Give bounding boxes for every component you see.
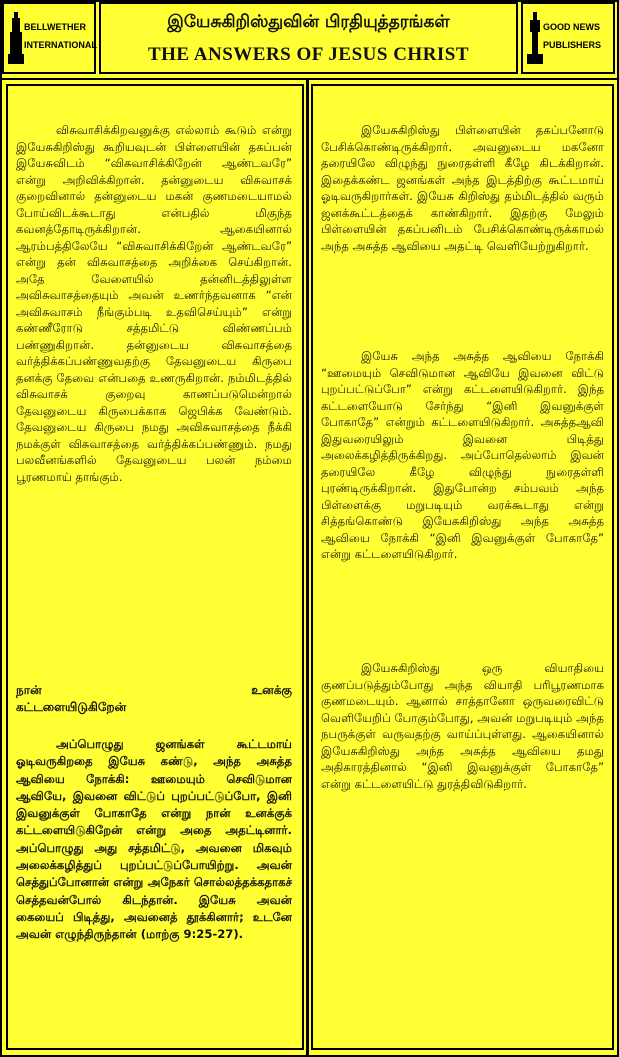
section-heading (16, 682, 292, 716)
lamp-figure-icon (527, 10, 543, 70)
bellwether-logo (2, 2, 96, 74)
heading-word-2: உனக்கு (251, 683, 292, 697)
left-paragraph-1: விசுவாசிக்கிறவனுக்கு எல்லாம் கூடும் என்று இயேசுகிறிஸ்து கூறியவுடன் பிள்ளையின் தகப்பன் இயேசுவிடம் “விசுவாசிக்கிறேன் ஆண்டவரே” என்று அறிவிக்கிறான். தன்னுடைய விசுவாசக் குறைவினால் தன்னுடைய மகன் குணமடையாமல் போய்விடக்கூடாது என்பதில் மிகுந்த கவனத்தோடிருக்கிறான். ஆகையினால் ஆரம்பத்திலேயே “விசுவாசிக்கிறேன் ஆண்டவரே” என்று தன் விசுவாசத்தை அறிக்கை செய்கிறான். அதே வேளையில் தன்னிடத்திலுள்ள அவிசுவாசத்தையும் அவன் உணர்ந்தவனாக “என் அவிசுவாசம் நீங்கும்படி உதவிசெய்யும்” என்று கண்ணீரோடு சத்தமிட்டு விண்ணப்பம் பண்ணுகிறான். தன்னுடைய விசுவாசத்தை வர்த்திக்கப்பண்ணுவதற்கு தேவனுடைய கிருபை தனக்கு தேவை என்பதை உணருகிறான். நம்மிடத்தில் விசுவாசக் குறைவு காணப்படுமென்றால் தேவனுடைய கிருபைக்காக ஜெபிக்க வேண்டும். தேவனுடைய கிருபை நமது அவிசுவாசத்தை நீக்கி நமக்குள் விசுவாசத்தை வர்த்திக்கப்பண்ணும். நமது பலவீனங்களில் தேவனுடைய பலன் நம்மை பூரணமாய் தாங்கும். (16, 123, 292, 484)
left-logo-line2: INTERNATIONAL (24, 40, 97, 50)
heading-word-3: கட்டளையிடுகிறேன் (16, 700, 127, 714)
good-news-logo (521, 2, 615, 74)
left-logo-line1: BELLWETHER (24, 22, 86, 32)
heading-word-1: நான் (16, 683, 42, 697)
right-logo-line2: PUBLISHERS (543, 40, 602, 50)
right-column (311, 84, 614, 1050)
right-paragraph-2: இயேசு அந்த அசுத்த ஆவியை நோக்கி “ஊமையும் செவிடுமான ஆவியே இவனை விட்டு புறப்பட்டுப்போ” என்று கட்டளையிடுகிறார். இந்த கட்டளையோடு சேர்ந்து “இனி இவனுக்குள் போகாதே” என்றும் கட்டளையிடுகிறார். அசுத்தஆவி இதுவரையிலும் இவனை பிடித்து அலைக்கழித்திருக்கிறது. அப்போதெல்லாம் இவன் தரையிலே கீழே விழுந்து நுரைதள்ளி புரண்டிருக்கிறான். இதுபோன்ற சம்பவம் அந்த பிள்ளைக்கு மறுபடியும் வரக்கூடாது என்று சித்தங்கொண்டு இயேசுகிறிஸ்து அந்த அசுத்த ஆவியை நோக்கி “இனி இவனுக்குள் போகாதே” என்று கட்டளையிடுகிறார். (321, 349, 604, 561)
title-box (99, 2, 518, 74)
right-logo-line1: GOOD NEWS (543, 22, 601, 32)
scripture-paragraph: அப்பொழுது ஜனங்கள் கூட்டமாய் ஓடிவருகிறதை இயேசு கண்டு, அந்த அசுத்த ஆவியை நோக்கி: ஊமையும் செவிடுமான ஆவியே, இவனை விட்டுப் புறப்பட்டுப்போ, இனி இவனுக்குள் போகாதே என்று நான் உனக்குக் கட்டளையிடுகிறேன் என்று அதை அதட்டினார். அப்பொழுது அது சத்தமிட்டு, அவனை மிகவும் அலைக்கழித்துப் புறப்பட்டுப்போயிற்று. அவன் செத்துப்போனான் என்று அநேகர் சொல்லத்தக்கதாகச் செத்தவன்போல் கிடந்தான். இயேசு அவன் கையைப் பிடித்து, அவனைத் தூக்கினார்; உடனே அவன் எழுந்திருந்தான் (மாற்கு 9:25-27). (16, 737, 292, 942)
column-separator (306, 80, 309, 1057)
bellwether-figure-icon (8, 10, 24, 70)
title-tamil: இயேசுகிறிஸ்துவின் பிரதியுத்தரங்கள் (167, 12, 450, 32)
right-paragraph-3: இயேசுகிறிஸ்து ஒரு வியாதியை குணப்படுத்தும்போது அந்த வியாதி பரிபூரணமாக குணமடையும். ஆனால் சாத்தானோ ஒருவரைவிட்டு வெளியேறிப் போகும்போது, அவன் மறுபடியும் அந்த நபருக்குள் வருவதற்கு வாய்ப்புள்ளது. ஆகையினால் இயேசுகிறிஸ்து அந்த அசுத்த ஆவியை தமது அதிகாரத்தினால் “இனி இவனுக்குள் போகாதே” என்று கட்டளையிட்டு துரத்திவிடுகிறார். (321, 661, 604, 791)
header-divider (0, 78, 619, 80)
left-column (6, 84, 304, 1050)
right-paragraph-1: இயேசுகிறிஸ்து பிள்ளையின் தகப்பனோடு பேசிக்கொண்டிருக்கிறார். அவனுடைய மகனோ தரையிலே விழுந்து நுரைதள்ளி கீழே கிடக்கிறான். இதைக்கண்ட ஜனங்கள் அந்த இடத்திற்கு கூட்டமாய் ஓடிவருகிறார்கள். இயேசு கிறிஸ்து தம்மிடத்தில் வரும் ஜனக்கூட்டத்தைக் காண்கிறார். இதற்கு மேலும் பிள்ளையின் தகப்பனிடம் பேசிக்கொண்டிருக்காமல் அந்த அசுத்த ஆவியை அதட்டி வெளியேற்றுகிறார். (321, 123, 604, 253)
header (0, 0, 619, 78)
title-english: THE ANSWERS OF JESUS CHRIST (147, 44, 470, 65)
